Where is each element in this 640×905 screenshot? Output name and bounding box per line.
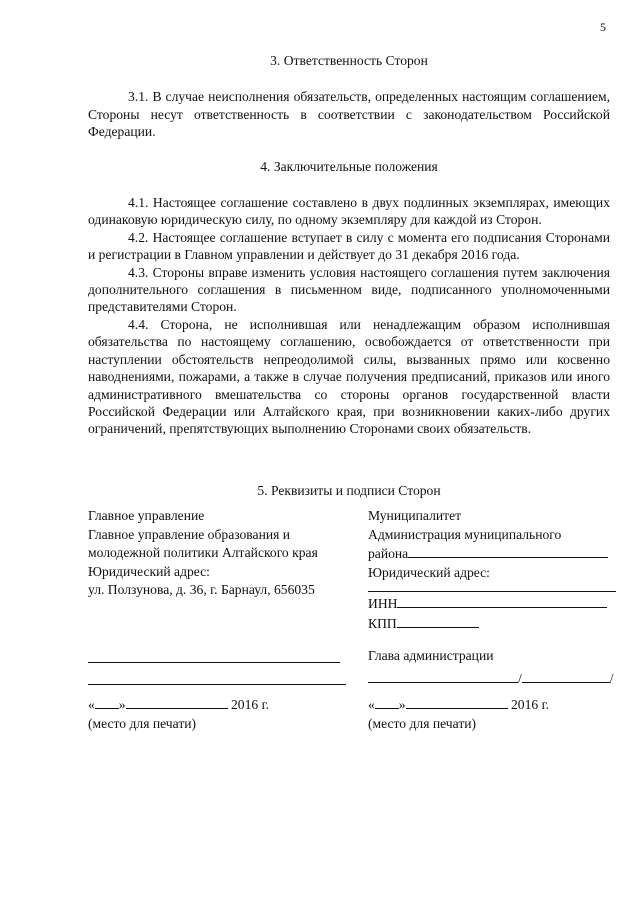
left-month-blank[interactable]: [126, 695, 228, 709]
right-org-line-2: района: [368, 546, 409, 562]
left-stamp-placeholder: (место для печати): [88, 716, 197, 731]
left-signature-line-2[interactable]: [88, 683, 346, 685]
clause-4-2: 4.2. Настоящее соглашение вступает в силу с момента его подписания Сторонами и регистрации в Главном управлении и действует до 31 декабря 2016 года.: [88, 229, 610, 263]
left-date-open: «: [88, 697, 95, 712]
party-right: [368, 507, 618, 634]
left-party-title: Главное управление: [88, 508, 205, 523]
left-date-year: 2016 г.: [231, 697, 270, 712]
right-party-title: Муниципалитет: [368, 508, 462, 523]
inn-blank[interactable]: [397, 594, 607, 608]
slash-2: /: [609, 671, 614, 686]
right-date-open: «: [368, 697, 375, 712]
left-address: ул. Ползунова, д. 36, г. Барнаул, 656035: [88, 582, 315, 598]
right-date-year: 2016 г.: [511, 697, 550, 712]
page-number: 5: [600, 20, 606, 34]
right-stamp-placeholder: (место для печати): [368, 716, 477, 731]
right-day-blank[interactable]: [375, 695, 399, 709]
party-left: [88, 507, 356, 600]
kpp-label: КПП: [368, 615, 397, 631]
clause-4-4: 4.4. Сторона, не исполнившая или ненадлежащим образом исполнившая обязательства по настоящему соглашению, освобождается от ответственности при наступлении обстоятельств непреодолимой силы, вызванных прямо или косвенно наводнениями, пожарами, а также в случае получения предписаний, приказов или иного административного вмешательства со стороны органов государственной власти Российской Федерации или Алтайского края, при возникновении каких-либо других ограничений, препятствующих выполнению Сторонами своих обязательств.: [88, 316, 610, 437]
right-month-blank[interactable]: [406, 695, 508, 709]
kpp-blank[interactable]: [397, 614, 479, 628]
left-signature-line-1[interactable]: [88, 661, 340, 663]
left-org-line-2: молодежной политики Алтайского края: [88, 545, 318, 561]
address-blank[interactable]: [368, 590, 616, 592]
clause-4-3: 4.3. Стороны вправе изменить условия настоящего соглашения путем заключения дополнительного соглашения в письменном виде, подписанного уполномоченными представителями Сторон.: [88, 264, 610, 315]
slash-1: /: [518, 671, 522, 686]
section-3-heading: 3. Ответственность Сторон: [270, 53, 428, 68]
right-org-line-1: Администрация муниципального: [368, 526, 562, 542]
left-org-line-1: Главное управление образования и: [88, 526, 291, 542]
left-legal-label: Юридический адрес:: [88, 563, 210, 579]
clause-3-1: 3.1. В случае неисполнения обязательств, определенных настоящим соглашением, Стороны несут ответственность в соответствии с законодательством Российской Федерации.: [88, 89, 610, 140]
right-legal-label: Юридический адрес:: [368, 564, 490, 580]
left-date-mid: »: [118, 697, 126, 712]
head-label: Глава администрации: [368, 648, 494, 663]
document-body: [88, 52, 610, 438]
left-day-blank[interactable]: [95, 695, 119, 709]
section-4-heading: 4. Заключительные положения: [260, 158, 438, 174]
inn-label: ИНН: [368, 596, 398, 612]
head-signature-blank[interactable]: [368, 669, 518, 683]
clause-4-1: 4.1. Настоящее соглашение составлено в двух подлинных экземплярах, имеющих одинаковую юридическую силу, по одному экземпляру для каждой из Сторон.: [88, 195, 610, 228]
right-date-mid: »: [398, 697, 406, 712]
section-5-heading: 5. Реквизиты и подписи Сторон: [257, 483, 441, 498]
head-name-blank[interactable]: [522, 669, 610, 683]
district-blank[interactable]: [408, 544, 608, 558]
